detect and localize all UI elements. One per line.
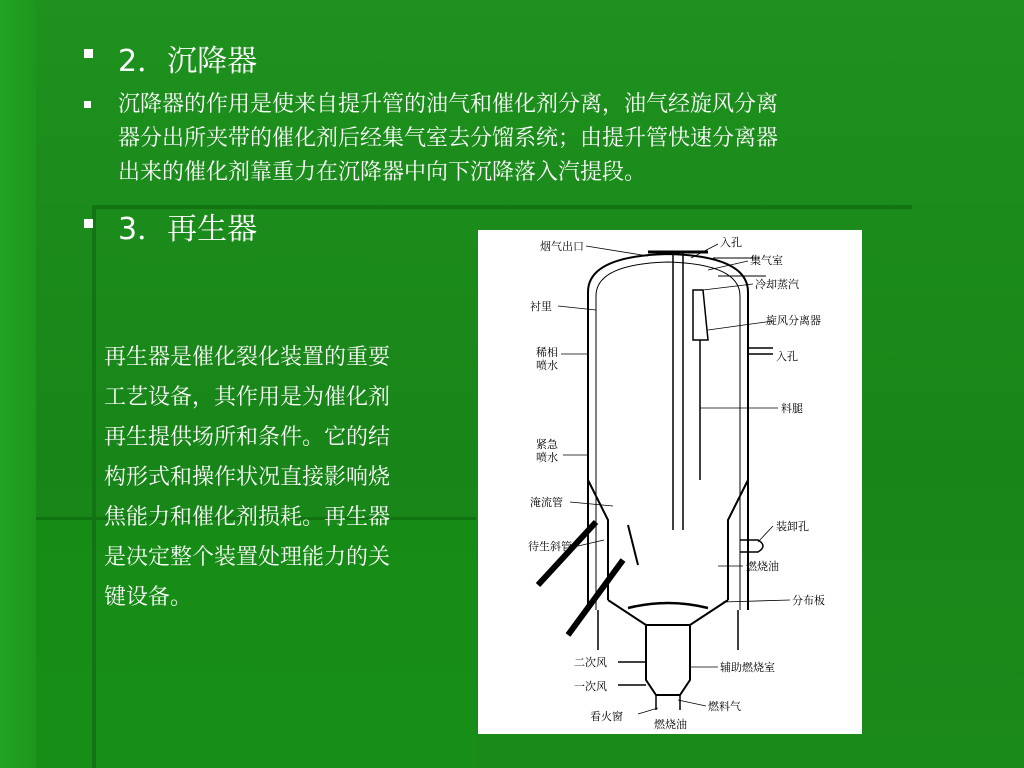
regenerator-diagram: [478, 230, 862, 734]
section-heading-sedimenter: 2．沉降器: [118, 44, 258, 79]
sedimenter-paragraph: [118, 88, 988, 190]
description-line: 工艺设备，其作用是为催化剂: [104, 385, 391, 410]
description-line: 是决定整个装置处理能力的关: [104, 545, 391, 570]
section-heading-regenerator: 3．再生器: [118, 212, 258, 247]
label-cooling-steam: 冷却蒸汽: [755, 278, 799, 291]
bullet-square-icon: [84, 101, 91, 108]
bullet-square-icon: [84, 219, 93, 228]
label-fuel-oil: 燃烧油: [654, 718, 687, 731]
paragraph-line: 器分出所夹带的催化剂后经集气室去分馏系统；由提升管快速分离器: [118, 126, 779, 151]
label-fuel-gas: 燃料气: [708, 700, 741, 713]
description-line: 再生提供场所和条件。它的结: [104, 425, 391, 450]
description-line: 键设备。: [104, 585, 193, 610]
label-distributor: 分布板: [792, 594, 825, 607]
label-aux-burner: 辅助燃烧室: [720, 661, 775, 674]
label-cyclone: 旋风分离器: [766, 314, 821, 327]
background-vertical-stripe: [92, 205, 96, 768]
leader-lines: [558, 244, 790, 714]
label-manhole-top: 入孔: [720, 236, 742, 249]
background-left-band: [0, 0, 36, 768]
label-flue-gas-outlet: 烟气出口: [540, 240, 584, 253]
description-line: 焦能力和催化剂损耗。再生器: [104, 505, 391, 530]
label-lining: 衬里: [530, 300, 552, 313]
bullet-square-icon: [84, 49, 93, 58]
paragraph-line: 出来的催化剂靠重力在沉降器中向下沉降落入汽提段。: [118, 160, 647, 185]
regenerator-diagram-svg: [478, 230, 862, 734]
label-plenum: 集气室: [750, 254, 783, 267]
label-emergency-water: 紧急喷水: [536, 438, 558, 464]
label-overflow-pipe: 淹流管: [530, 496, 563, 509]
paragraph-line: 沉降器的作用是使来自提升管的油气和催化剂分离，油气经旋风分离: [118, 92, 779, 117]
label-secondary-air: 二次风: [574, 656, 607, 669]
regenerator-description: [104, 338, 476, 618]
label-manhole-side: 入孔: [776, 350, 798, 363]
label-dipleg: 料腿: [781, 402, 803, 415]
label-dilute-phase-water: 稀相喷水: [536, 346, 558, 372]
label-primary-air: 一次风: [574, 680, 607, 693]
label-loading-hole: 装卸孔: [776, 520, 809, 533]
label-spent-standpipe: 待生斜管: [528, 540, 572, 553]
label-torch-oil: 燃烧油: [746, 560, 779, 573]
description-line: 构形式和操作状况直接影响烧: [104, 465, 391, 490]
description-line: 再生器是催化裂化装置的重要: [104, 345, 391, 370]
label-igniter: 看火窗: [590, 710, 623, 723]
vessel-internals: [538, 252, 773, 635]
vessel-shell: [588, 254, 748, 710]
